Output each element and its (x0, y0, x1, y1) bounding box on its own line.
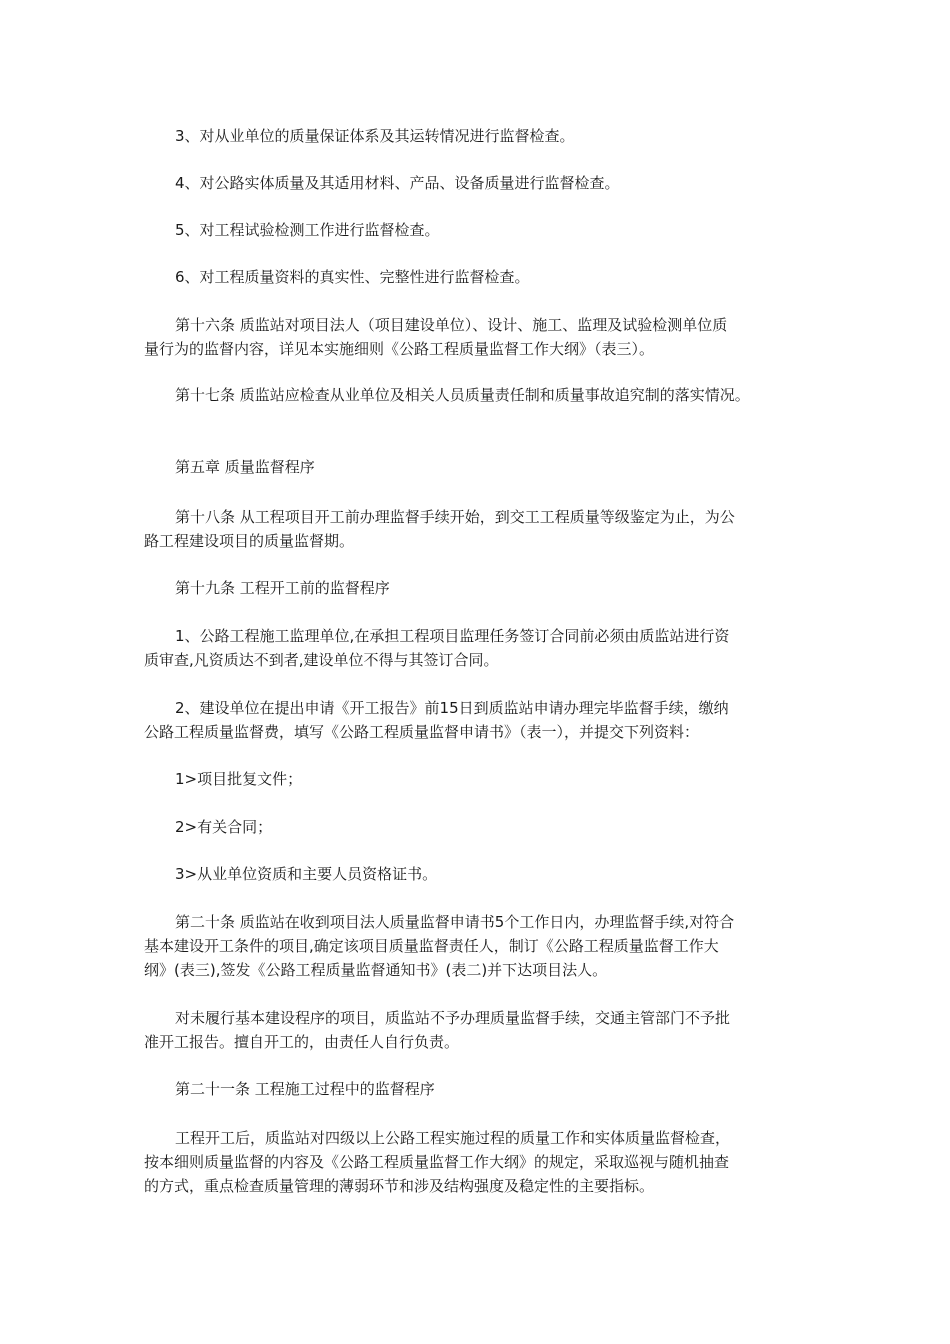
text-line: 第十六条 质监站对项目法人（项目建设单位）、设计、施工、监理及试验检测单位质 (175, 316, 728, 334)
paragraph-item-1 (144, 624, 812, 672)
chapter-heading (144, 455, 812, 479)
text-line: 纲》(表三),签发《公路工程质量监督通知书》(表二)并下达项目法人。 (144, 961, 608, 979)
paragraph-item-6 (144, 265, 812, 289)
text-line: 量行为的监督内容，详见本实施细则《公路工程质量监督工作大纲》（表三）。 (144, 340, 655, 358)
paragraph-article-18 (144, 505, 812, 553)
text-line: 3、对从业单位的质量保证体系及其运转情况进行监督检查。 (175, 127, 575, 145)
text-line: 路工程建设项目的质量监督期。 (144, 532, 355, 550)
paragraph-article-16 (144, 313, 812, 361)
list-item (144, 862, 812, 886)
text-line: 对未履行基本建设程序的项目，质监站不予办理质量监督手续，交通主管部门不予批 (175, 1009, 731, 1027)
paragraph-unregistered-projects (144, 1006, 812, 1054)
paragraph-article-19 (144, 576, 812, 600)
text-line: 4、对公路实体质量及其适用材料、产品、设备质量进行监督检查。 (175, 174, 620, 192)
text-line: 工程开工后，质监站对四级以上公路工程实施过程的质量工作和实体质量监督检查， (175, 1129, 731, 1147)
text-line: 1、公路工程施工监理单位,在承担工程项目监理任务签订合同前必须由质监站进行资 (175, 627, 730, 645)
text-line: 质审查,凡资质达不到者,建设单位不得与其签订合同。 (144, 651, 499, 669)
text-line: 3>从业单位资质和主要人员资格证书。 (175, 865, 438, 883)
text-line: 第十九条 工程开工前的监督程序 (175, 579, 390, 597)
text-line: 6、对工程质量资料的真实性、完整性进行监督检查。 (175, 268, 530, 286)
text-line: 基本建设开工条件的项目,确定该项目质量监督责任人，制订《公路工程质量监督工作大 (144, 937, 719, 955)
text-line: 第二十条 质监站在收到项目法人质量监督申请书5个工作日内，办理监督手续,对符合 (175, 913, 735, 931)
text-line: 1>项目批复文件； (175, 770, 303, 788)
paragraph-item-4 (144, 171, 812, 195)
paragraph-item-5 (144, 218, 812, 242)
paragraph-construction-supervision (144, 1126, 812, 1198)
text-line: 准开工报告。擅自开工的，由责任人自行负责。 (144, 1033, 460, 1051)
paragraph-article-20 (144, 910, 812, 982)
text-line: 按本细则质量监督的内容及《公路工程质量监督工作大纲》的规定，采取巡视与随机抽查 (144, 1153, 730, 1171)
paragraph-article-21 (144, 1077, 812, 1101)
text-line: 2>有关合同； (175, 818, 273, 836)
text-line: 公路工程质量监督费，填写《公路工程质量监督申请书》（表一），并提交下列资料： (144, 723, 700, 741)
list-item (144, 767, 812, 791)
text-line: 第五章 质量监督程序 (175, 458, 315, 476)
paragraph-article-17 (144, 383, 812, 407)
text-line: 的方式，重点检查质量管理的薄弱环节和涉及结构强度及稳定性的主要指标。 (144, 1177, 655, 1195)
paragraph-item-3 (144, 124, 812, 148)
list-item (144, 815, 812, 839)
text-line: 2、建设单位在提出申请《开工报告》前15日到质监站申请办理完毕监督手续，缴纳 (175, 699, 729, 717)
text-line: 5、对工程试验检测工作进行监督检查。 (175, 221, 440, 239)
text-line: 第十八条 从工程项目开工前办理监督手续开始，到交工工程质量等级鉴定为止，为公 (175, 508, 735, 526)
paragraph-item-2 (144, 696, 812, 744)
text-line: 第十七条 质监站应检查从业单位及相关人员质量责任制和质量事故追究制的落实情况。 (175, 386, 750, 404)
text-line: 第二十一条 工程施工过程中的监督程序 (175, 1080, 435, 1098)
